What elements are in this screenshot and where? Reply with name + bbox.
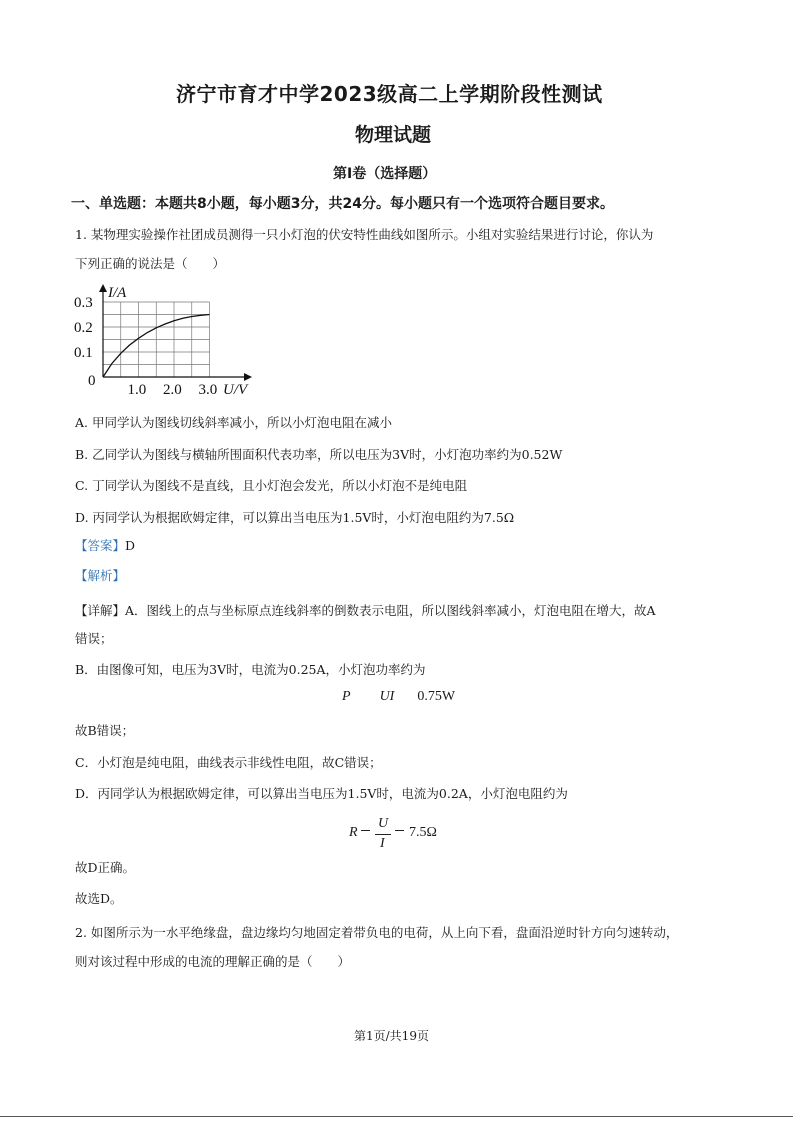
q1-stem-line1: 1. 某物理实验操作社团成员测得一只小灯泡的伏安特性曲线如图所示。小组对实验结果进行讨论，你认为 <box>75 227 654 242</box>
answer-line <box>75 537 135 555</box>
formula-p-mid: UI <box>379 689 395 704</box>
y-axis-arrow <box>99 284 107 292</box>
q1-option-a: A. 甲同学认为图线切线斜率减小，所以小灯泡电阻在减小 <box>75 415 392 430</box>
exam-subtitle: 物理试题 <box>355 124 432 146</box>
y-tick-label: 0.1 <box>74 345 93 361</box>
formula-power <box>342 689 455 705</box>
x-tick-label: 2.0 <box>163 382 182 398</box>
q2-stem-line2: 则对该过程中形成的电流的理解正确的是（ ） <box>75 954 351 969</box>
q1-option-c: C. 丁同学认为图线不是直线，且小灯泡会发光，所以小灯泡不是纯电阻 <box>75 478 468 493</box>
formula-r-fraction-bar <box>375 834 391 835</box>
bottom-divider <box>0 1116 793 1117</box>
y-tick-label: 0.2 <box>74 320 93 336</box>
detail-b: B．由图像可知，电压为3V时，电流为0.25A，小灯泡功率约为 <box>75 662 426 677</box>
x-axis-label: U/V <box>223 382 248 398</box>
q1-option-b: B. 乙同学认为图线与横轴所围面积代表功率，所以电压为3V时，小灯泡功率约为0.52W <box>75 447 563 462</box>
origin-label: 0 <box>88 373 96 389</box>
q1-stem-line2: 下列正确的说法是（ ） <box>75 256 226 271</box>
x-tick-label: 1.0 <box>127 382 147 398</box>
detail-a-text: A．图线上的点与坐标原点连线斜率的倒数表示电阻，所以图线斜率减小，灯泡电阻在增大，故A <box>125 603 656 618</box>
page-number: 第1页/共19页 <box>354 1029 429 1043</box>
formula-r-num: U <box>378 816 389 831</box>
formula-r-eq2 <box>395 830 404 831</box>
x-tick-label: 3.0 <box>198 382 218 398</box>
detail-label: 【详解】 <box>75 603 126 618</box>
formula-r-eq1 <box>361 830 370 831</box>
formula-r-rhs: 7.5Ω <box>409 825 437 840</box>
detail-line2: 错误； <box>75 631 113 646</box>
q1-option-d: D. 丙同学认为根据欧姆定律，可以算出当电压为1.5V时，小灯泡电阻约为7.5Ω <box>75 510 515 525</box>
formula-r-lhs: R <box>349 825 358 840</box>
detail-b-end: 故B错误； <box>75 723 135 738</box>
analysis-label: 【解析】 <box>75 568 126 583</box>
q2-stem-line1: 2. 如图所示为一水平绝缘盘，盘边缘均匀地固定着带负电的电荷，从上向下看，盘面沿逆时针方向匀速转动， <box>75 925 679 940</box>
answer-value: D <box>125 538 136 553</box>
y-tick-label: 0.3 <box>74 295 93 311</box>
iv-chart <box>68 282 268 402</box>
conclusion: 故选D。 <box>75 891 123 906</box>
x-axis-arrow <box>244 373 252 381</box>
formula-p-rhs: 0.75W <box>417 689 456 704</box>
formula-r-den: I <box>380 836 385 851</box>
exam-title: 济宁市育才中学2023级高二上学期阶段性测试 <box>176 82 603 106</box>
section-heading: 一、单选题：本题共8小题，每小题3分，共24分。每小题只有一个选项符合题目要求。 <box>71 196 614 212</box>
y-axis-label: I/A <box>108 285 127 301</box>
answer-label: 【答案】 <box>75 538 126 553</box>
formula-p-lhs: P <box>342 689 351 704</box>
detail-line1 <box>75 602 656 620</box>
detail-d-end: 故D正确。 <box>75 860 136 875</box>
detail-c: C．小灯泡是纯电阻，曲线表示非线性电阻，故C错误； <box>75 755 382 770</box>
detail-d: D．丙同学认为根据欧姆定律，可以算出当电压为1.5V时，电流为0.2A，小灯泡电阻约为 <box>75 786 568 801</box>
part-heading: 第I卷（选择题） <box>333 166 437 182</box>
